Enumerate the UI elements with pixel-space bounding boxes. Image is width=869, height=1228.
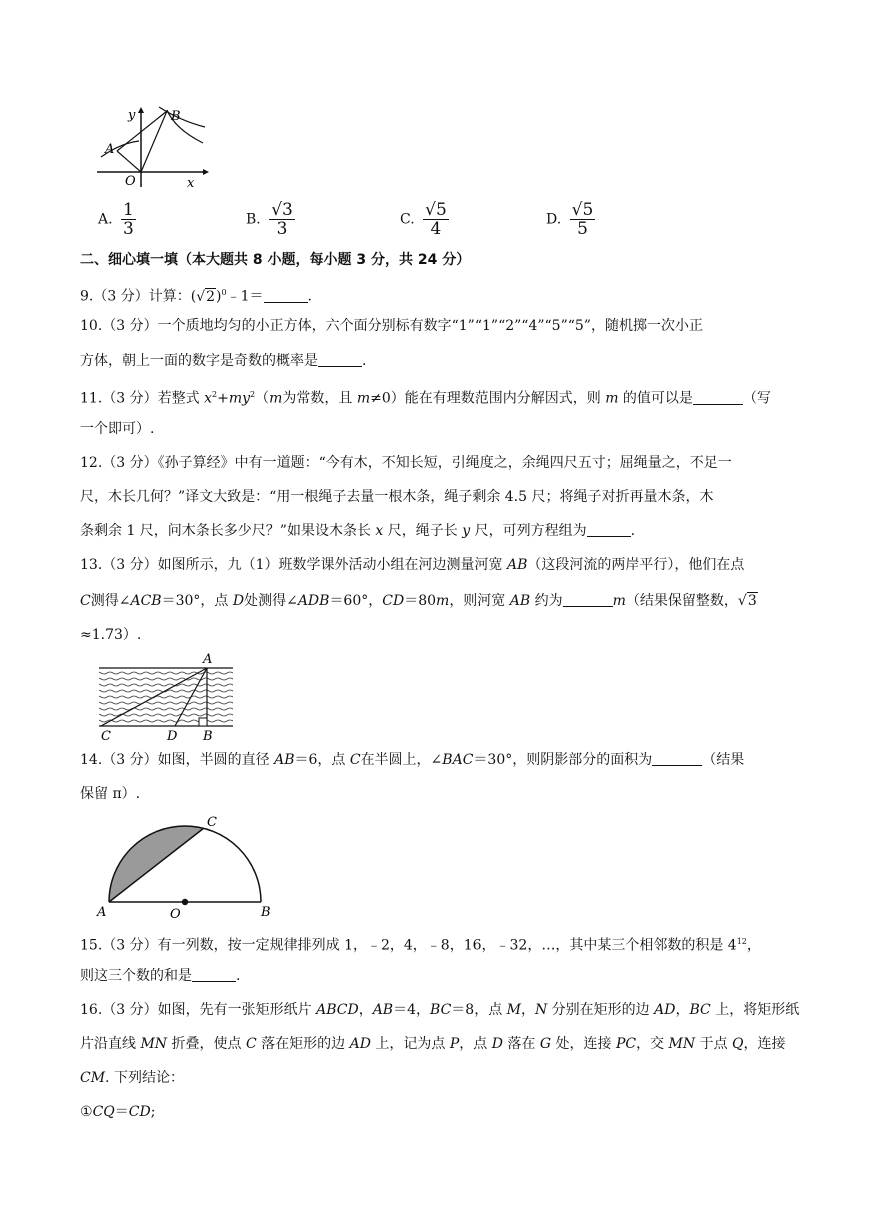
option-a-denominator: 3	[123, 219, 134, 239]
q9-suffix: )	[216, 288, 222, 305]
option-c-fraction	[423, 201, 449, 238]
option-c-denominator: 4	[430, 219, 442, 239]
option-c	[400, 201, 449, 238]
question-14-line-1: 14.（3 分）如图，半圆的直径 AB＝6，点 C在半圆上，∠BAC＝30°，则阴影部分的面积为 （结果	[80, 752, 745, 768]
q14-answer-blank[interactable]	[652, 751, 702, 766]
option-d-denominator: 5	[577, 219, 588, 239]
q9-prefix: 9.（3 分）计算：(	[80, 288, 197, 305]
question-9	[80, 283, 312, 307]
label-b: B	[203, 729, 213, 742]
q9-end: .	[307, 288, 312, 305]
option-d-label: D.	[546, 211, 562, 228]
option-b-numerator: √3	[271, 200, 293, 220]
option-d	[546, 201, 595, 238]
label-a: A	[97, 905, 107, 920]
q9-rest: ﹣1＝	[226, 288, 264, 305]
q9-exponent: 0	[221, 288, 227, 297]
q12-answer-blank[interactable]	[587, 522, 631, 537]
label-b: B	[261, 905, 271, 920]
center-point	[182, 899, 188, 905]
q9-answer-blank[interactable]	[264, 288, 308, 303]
q9-sqrt: √2	[196, 288, 216, 305]
segment-ao	[117, 151, 141, 172]
segment-ab	[117, 111, 167, 151]
question-11-line-2: 一个即可）.	[80, 421, 155, 437]
question-15-line-1: 15.（3 分）有一列数，按一定规律排列成 1，﹣2，4，﹣8，16，﹣32，…，其中某三个相邻数的积是 $4^{12}$，	[80, 937, 761, 954]
question-16-line-3: CM. 下列结论：	[80, 1070, 184, 1086]
segment-ob	[141, 111, 167, 172]
question-12-line-1: 12.（3 分）《孙子算经》中有一道题：“今有木，不知长短，引绳度之，余绳四尺五寸；屈绳量之，不足一	[80, 455, 732, 471]
label-a: A	[105, 142, 115, 157]
question-15-line-2: 则这三个数的和是 .	[80, 968, 241, 984]
question-13-line-3: ≈1.73）.	[80, 627, 142, 643]
question-12-line-2: 尺，木长几何？”译文大致是：“用一根绳子去量一根木条，绳子剩余 4.5 尺；将绳子对折再量木条，木	[80, 489, 714, 505]
section-2-title: 二、细心填一填（本大题共 8 小题，每小题 3 分，共 24 分）	[80, 252, 471, 268]
question-16-line-1: 16.（3 分）如图，先有一张矩形纸片 ABCD，AB＝4，BC＝8，点 M，N 分别在矩形的边 AD，BC 上，将矩形纸	[80, 1002, 800, 1018]
river-figure	[95, 652, 235, 742]
q11-answer-blank[interactable]	[693, 390, 743, 405]
river-water	[99, 668, 233, 726]
question-11-line-1: 11.（3 分）若整式 $x^2+my^2(m$为常数，且 m≠0）能在有理数范围内分解因式，则 m 的值可以是 （写	[80, 390, 771, 407]
question-14-line-2: 保留 π）.	[80, 786, 141, 802]
label-d: D	[167, 729, 178, 742]
label-b: B	[171, 109, 181, 124]
label-c: C	[207, 815, 217, 830]
label-y: y	[128, 108, 136, 123]
q10-text: 方体，朝上一面的数字是奇数的概率是	[80, 353, 318, 369]
question-12-line-3: 条剩余 1 尺，问木条长多少尺？”如果设木条长 x 尺，绳子长 y 尺，可列方程组为 .	[80, 523, 636, 539]
question-13-line-2: C测得∠ACB＝30°，点 D处测得∠ADB＝60°，CD＝80m，则河宽 AB 约为 m（结果保留整数，√3	[80, 593, 757, 609]
right-angle-mark	[199, 718, 207, 726]
y-axis-arrow	[138, 107, 144, 113]
option-c-label: C.	[400, 211, 415, 228]
option-d-numerator: √5	[571, 200, 594, 220]
option-a	[98, 201, 136, 238]
label-o: O	[170, 907, 181, 920]
q13-answer-blank[interactable]	[563, 592, 613, 607]
question-10-line-1: 10.（3 分）一个质地均匀的小正方体，六个面分别标有数字“1”“1”“2”“4”“5”“5”，随机掷一次小正	[80, 318, 703, 334]
option-d-fraction	[570, 201, 596, 238]
semicircle-figure	[95, 812, 280, 920]
q10-end: .	[362, 353, 367, 369]
option-b-denominator: 3	[276, 219, 288, 239]
option-b-fraction	[269, 201, 295, 238]
q15-answer-blank[interactable]	[192, 967, 236, 982]
label-o: O	[125, 174, 136, 189]
option-a-fraction	[121, 201, 136, 238]
label-a: A	[203, 652, 213, 667]
q13-sqrt: √3	[737, 593, 757, 609]
x-axis-arrow	[203, 169, 209, 175]
q10-answer-blank[interactable]	[318, 352, 362, 367]
label-c: C	[101, 729, 111, 742]
question-16-conclusion-1: ①CQ＝CD;	[80, 1104, 156, 1120]
option-c-numerator: √5	[425, 200, 447, 220]
right-curve-top	[159, 107, 205, 127]
option-b	[246, 201, 295, 238]
option-a-numerator: 1	[123, 200, 134, 220]
question-16-line-2: 片沿直线 MN 折叠，使点 C 落在矩形的边 AD 上，记为点 P，点 D 落在 G 处，连接 PC，交 MN 于点 Q，连接	[80, 1036, 786, 1052]
coordinate-figure	[95, 105, 210, 190]
question-13-line-1: 13.（3 分）如图所示，九（1）班数学课外活动小组在河边测量河宽 AB（这段河流的两岸平行），他们在点	[80, 557, 745, 573]
option-a-label: A.	[98, 211, 113, 228]
label-x: x	[187, 176, 195, 190]
option-b-label: B.	[246, 211, 261, 228]
question-10-line-2	[80, 351, 366, 371]
